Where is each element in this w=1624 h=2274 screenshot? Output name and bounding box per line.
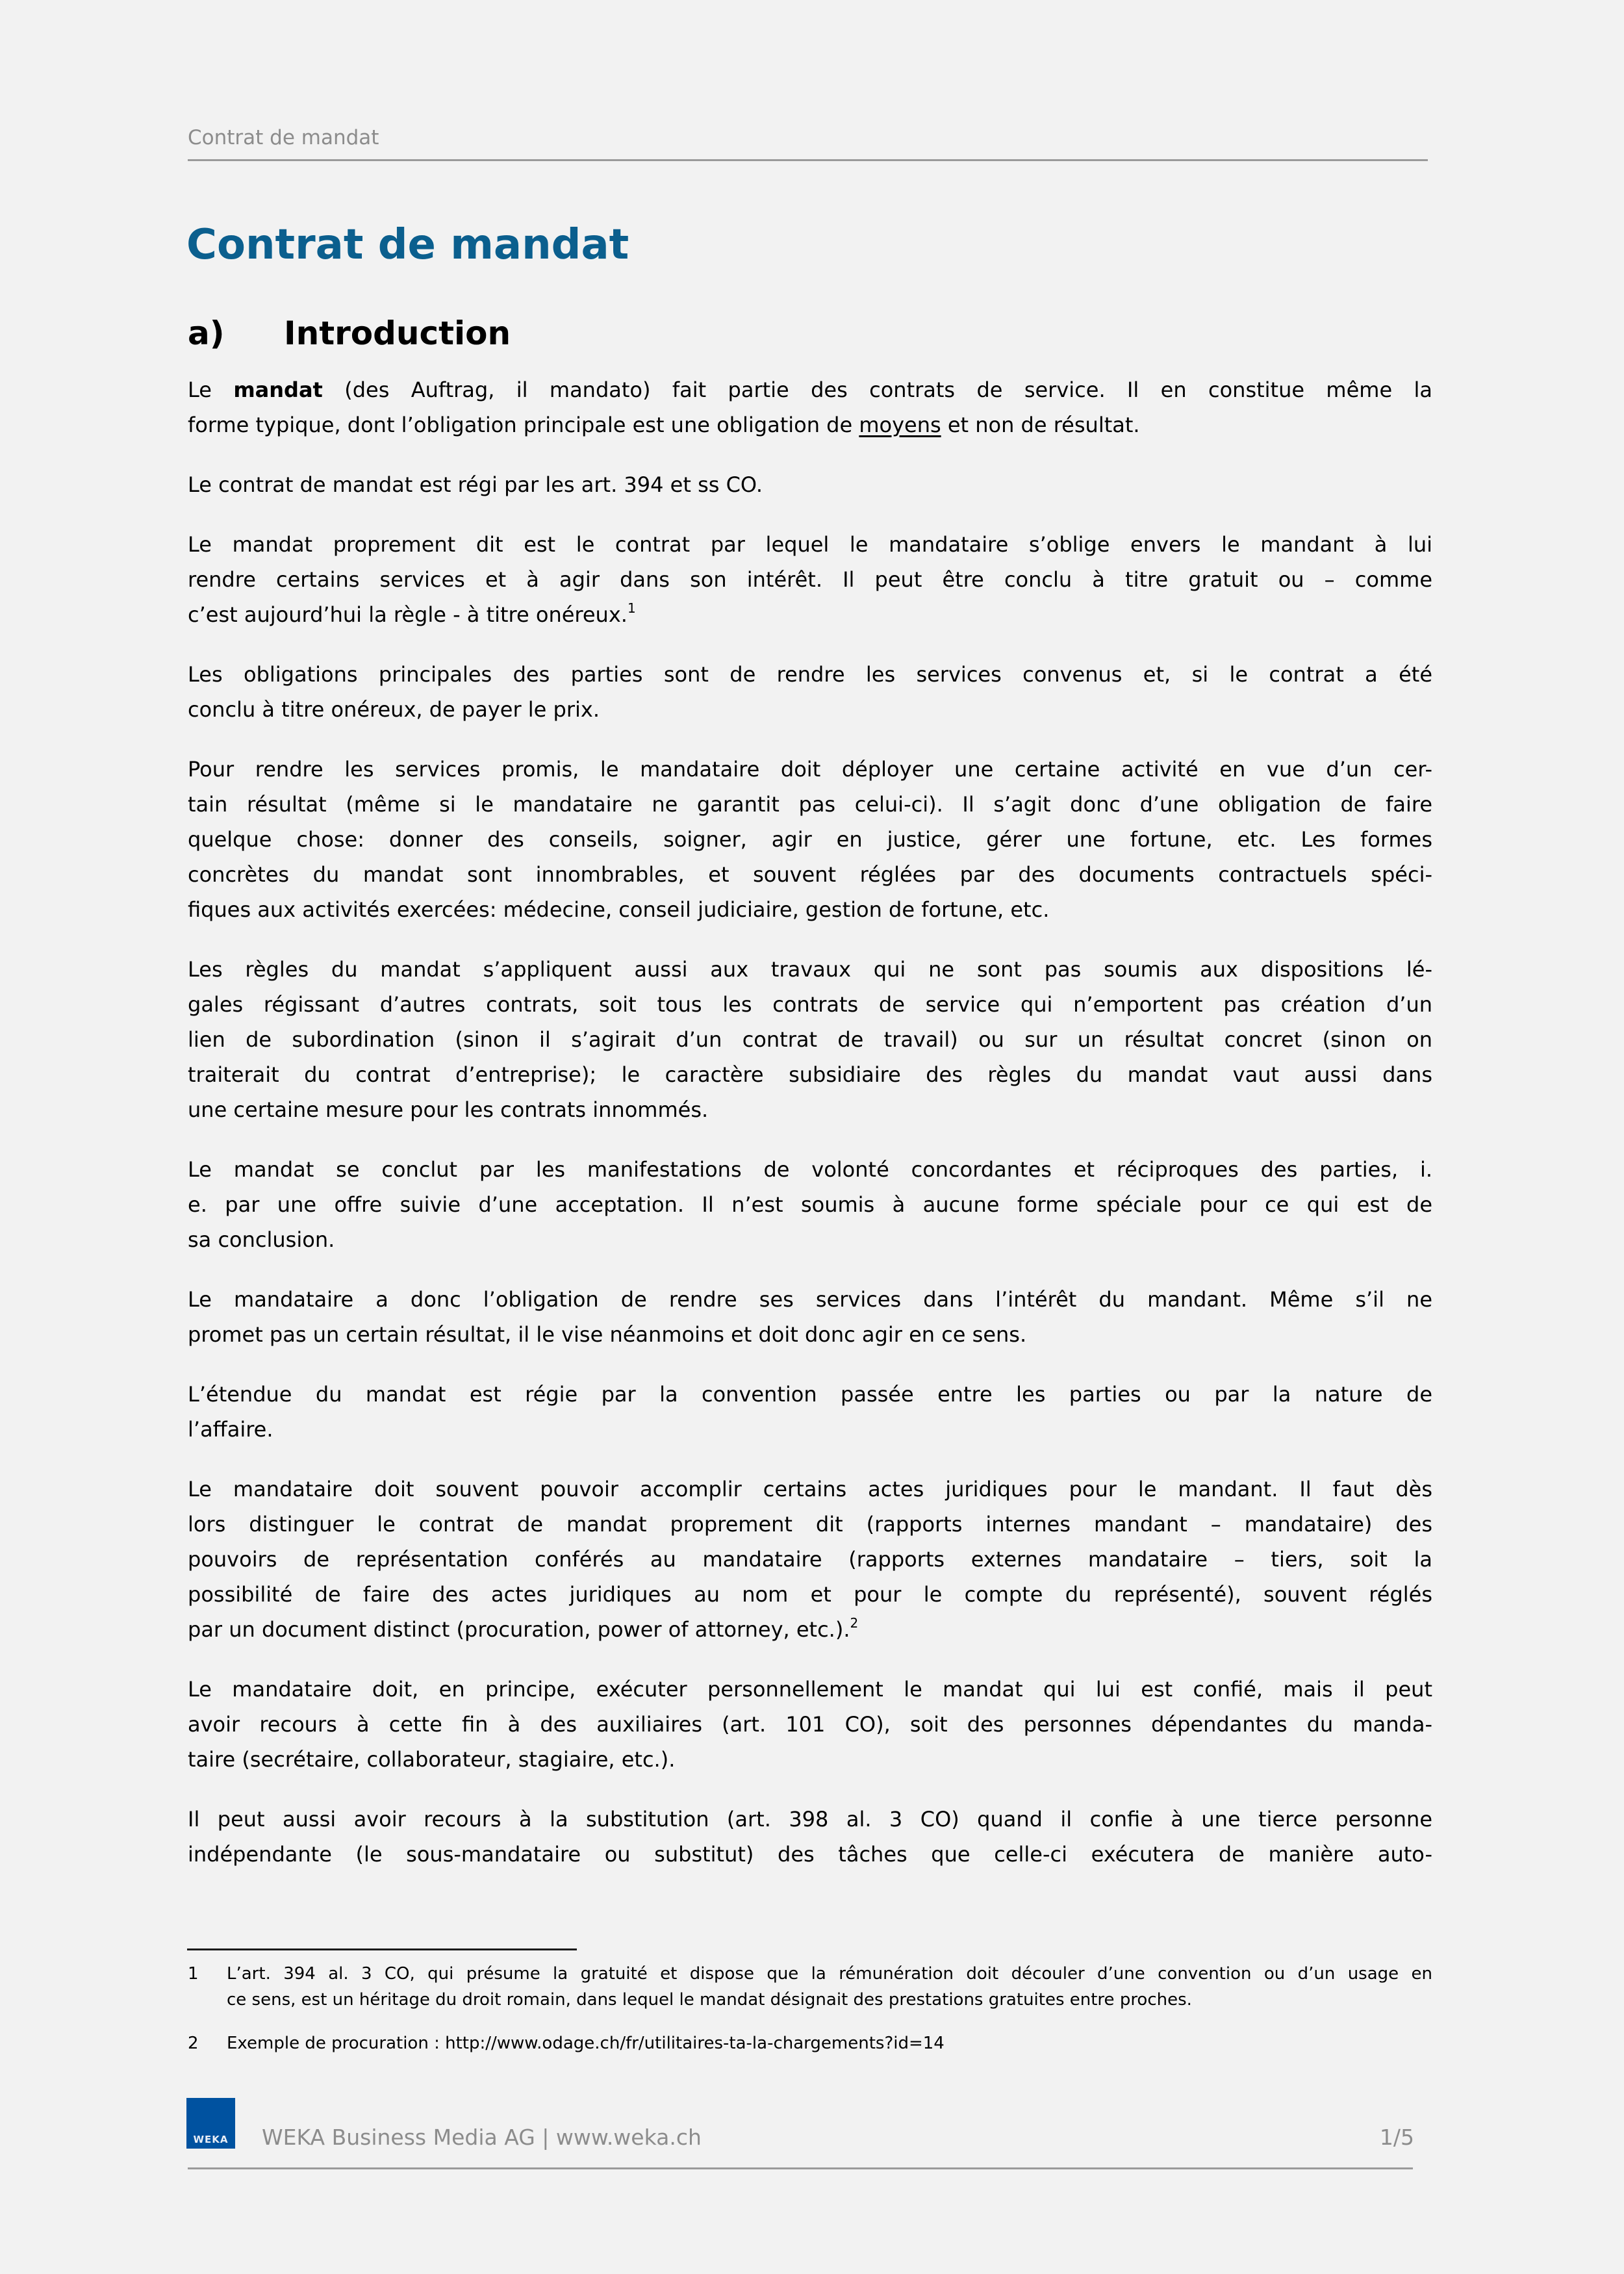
text-segment: et non de résultat. [941,413,1140,437]
weka-logo [186,2098,235,2149]
text-line: rendre certains services et à agir dans son intérêt. Il peut être conclu à titre gratuit ou – comme [188,567,1432,592]
text-line: L’étendue du mandat est régie par la convention passée entre les parties ou par la nature de [188,1382,1432,1407]
text-line: Le mandataire doit, en principe, exécuter personnellement le mandat qui lui est confié, mais il peut [188,1677,1432,1702]
underlined-term-moyens: moyens [859,413,941,437]
paragraph [188,752,1432,927]
text-line: tain résultat (même si le mandataire ne garantit pas celui-ci). Il s’agit donc d’une obligation de faire [188,792,1432,817]
text-line: indépendante (le sous-mandataire ou substitut) des tâches que celle-ci exécutera de manière auto- [188,1842,1432,1867]
text-line [188,372,1432,407]
text-line: une certaine mesure pour les contrats innommés. [188,1097,709,1122]
paragraph [188,1152,1432,1257]
weka-logo-text: WEKA [193,2134,229,2145]
text-line: lors distinguer le contrat de mandat proprement dit (rapports internes mandant – mandataire) des [188,1512,1432,1537]
footnote-separator [187,1948,577,1950]
text-line: Le mandataire a donc l’obligation de rendre ses services dans l’intérêt du mandant. Même s’il ne [188,1287,1432,1312]
footnote-ref-2[interactable]: 2 [850,1615,859,1631]
footnotes [188,1961,1432,2074]
text-line: promet pas un certain résultat, il le vise néanmoins et doit donc agir en ce sens. [188,1322,1027,1347]
page-title: Contrat de mandat [186,221,629,269]
footnote-ref-1[interactable]: 1 [627,600,636,616]
text-line: Le mandat proprement dit est le contrat par lequel le mandataire s’oblige envers le mandant à lui [188,532,1432,557]
footnote-link[interactable]: Exemple de procuration : http://www.odage.ch/fr/utilitaires-ta-la-chargements?id=14 [227,2034,945,2053]
text-line: Les obligations principales des parties sont de rendre les services convenus et, si le contrat a été [188,662,1432,687]
paragraph [188,657,1432,727]
text-line: traiterait du contrat d’entreprise); le caractère subsidiaire des règles du mandat vaut aussi dans [188,1062,1432,1087]
footnote-line: L’art. 394 al. 3 CO, qui présume la gratuité et dispose que la rémunération doit découler d’une convention ou d’un usage en [227,1964,1432,1984]
paragraph [188,1802,1432,1872]
page-number: 1/5 [1379,2125,1414,2150]
paragraph [188,467,1432,502]
running-header: Contrat de mandat [188,126,379,149]
text-line: Il peut aussi avoir recours à la substitution (art. 398 al. 3 CO) quand il confie à une tierce personne [188,1807,1432,1832]
footer-divider [188,2167,1413,2169]
text-line [188,407,1432,442]
paragraph [188,527,1432,632]
footnote-1 [188,1961,1432,2013]
text-line: sa conclusion. [188,1227,335,1252]
paragraph [188,1282,1432,1352]
text-line [188,597,1432,632]
text-line: pouvoirs de représentation conférés au mandataire (rapports externes mandataire – tiers, soit la [188,1547,1432,1572]
section-heading [188,313,511,353]
bold-term-mandat: mandat [233,377,323,402]
body-text [188,372,1432,1897]
text-line: l’affaire. [188,1417,273,1442]
text-line: concrètes du mandat sont innombrables, et souvent réglées par des documents contractuels spéci- [188,862,1432,887]
text-line: lien de subordination (sinon il s’agirait d’un contrat de travail) ou sur un résultat concret (sinon on [188,1027,1432,1052]
text-line: gales régissant d’autres contrats, soit tous les contrats de service qui n’emportent pas création d’un [188,992,1432,1017]
text-segment: forme typique, dont l’obligation principale est une obligation de [188,413,859,437]
text-line: quelque chose: donner des conseils, soigner, agir en justice, gérer une fortune, etc. Les formes [188,827,1432,852]
text-line [188,1612,1432,1647]
footnote-2 [188,2030,1432,2056]
text-line: taire (secrétaire, collaborateur, stagiaire, etc.). [188,1747,676,1772]
text-line: fiques aux activités exercées: médecine, conseil judiciaire, gestion de fortune, etc. [188,897,1050,922]
text-line: Pour rendre les services promis, le mandataire doit déployer une certaine activité en vue d’un cer- [188,757,1432,782]
text-segment: Le [188,377,234,402]
paragraph [188,952,1432,1127]
paragraph [188,1377,1432,1447]
footnote-line: ce sens, est un héritage du droit romain, dans lequel le mandat désignait des prestations gratuites entre proches. [227,1990,1192,2010]
text-line: Le mandataire doit souvent pouvoir accomplir certains actes juridiques pour le mandant. Il faut dès [188,1477,1432,1501]
text-line: Le contrat de mandat est régi par les art. 394 et ss CO. [188,472,763,497]
text-segment: c’est aujourd’hui la règle - à titre onéreux. [188,602,628,627]
paragraph [188,1472,1432,1647]
footnote-number: 2 [188,2034,199,2053]
header-divider [188,159,1428,161]
text-line: Le mandat se conclut par les manifestations de volonté concordantes et réciproques des parties, i. [188,1157,1432,1182]
paragraph [188,372,1432,442]
text-line: conclu à titre onéreux, de payer le prix. [188,697,600,722]
text-segment: par un document distinct (procuration, power of attorney, etc.). [188,1617,850,1642]
text-segment: (des Auftrag, il mandato) fait partie des contrats de service. Il en constitue même la [322,377,1432,402]
section-title: Introduction [284,314,511,352]
text-line: possibilité de faire des actes juridiques au nom et pour le compte du représenté), souvent réglés [188,1582,1432,1607]
text-line: Les règles du mandat s’appliquent aussi aux travaux qui ne sont pas soumis aux dispositions lé- [188,957,1432,982]
paragraph [188,1672,1432,1777]
text-line: e. par une offre suivie d’une acceptation. Il n’est soumis à aucune forme spéciale pour ce qui est de [188,1192,1432,1217]
section-number: a) [188,314,225,352]
footnote-number: 1 [188,1964,199,1984]
text-line: avoir recours à cette fin à des auxiliaires (art. 101 CO), soit des personnes dépendantes du manda- [188,1712,1432,1737]
footer-publisher: WEKA Business Media AG | www.weka.ch [262,2125,702,2150]
